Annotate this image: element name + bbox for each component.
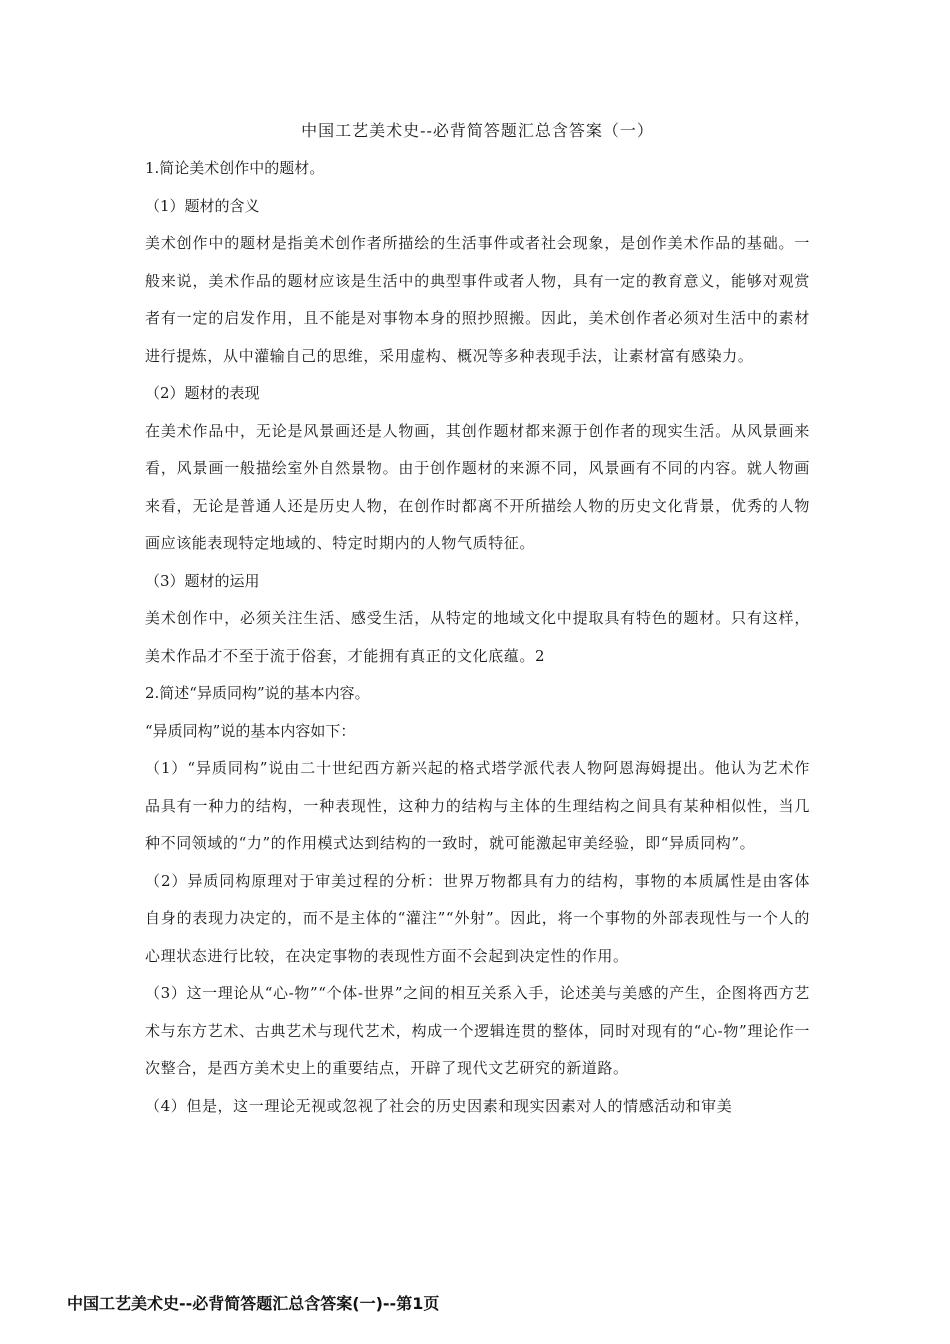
question-2-heading: 2.简述“异质同构”说的基本内容。: [145, 684, 370, 702]
q1-section-2-heading: （2）题材的表现: [145, 384, 260, 402]
q2-point-1: （1）“异质同构”说由二十世纪西方新兴起的格式塔学派代表人物阿恩海姆提出。他认为艺术作品具有一种力的结构，一种表现性，这种力的结构与主体的生理结构之间具有某种相似性，当几种不同领域的“力”的作用模式达到结构的一致时，就可能激起审美经验，即“异质同构”。: [145, 759, 810, 852]
q2-intro: “异质同构”说的基本内容如下：: [145, 721, 356, 740]
q1-section-2-text: 在美术作品中，无论是风景画还是人物画，其创作题材都来源于创作者的现实生活。从风景画来看，风景画一般描绘室外自然景物。由于创作题材的来源不同，风景画有不同的内容。就人物画来看，无论是普通人还是历史人物，在创作时都离不开所描绘人物的历史文化背景，优秀的人物画应该能表现特定地域的、特定时期内的人物气质特征。: [145, 421, 810, 552]
q1-section-3-text: 美术创作中，必须关注生活、感受生活，从特定的地域文化中提取具有特色的题材。只有这样，美术作品才不至于流于俗套，才能拥有真正的文化底蕴。2: [145, 609, 810, 665]
question-1-heading: 1.简论美术创作中的题材。: [145, 159, 325, 177]
page-footer: 中国工艺美术史--必背简答题汇总含答案(一)--第1页: [67, 1294, 440, 1313]
q2-point-3: （3）这一理论从“心-物”“个体-世界”之间的相互关系入手，论述美与美感的产生，企图将西方艺术与东方艺术、古典艺术与现代艺术，构成一个逻辑连贯的整体，同时对现有的“心-物”理论作一次整合，是西方美术史上的重要结点，开辟了现代文艺研究的新道路。: [145, 984, 810, 1077]
q2-point-2: （2）异质同构原理对于审美过程的分析：世界万物都具有力的结构，事物的本质属性是由客体自身的表现力决定的，而不是主体的“灌注”“外射”。因此，将一个事物的外部表现性与一个人的心理状态进行比较，在决定事物的表现性方面不会起到决定性的作用。: [145, 871, 810, 965]
q1-section-1-heading: （1）题材的含义: [145, 196, 260, 215]
q1-section-3-heading: （3）题材的运用: [145, 571, 260, 590]
document-body: [145, 118, 810, 1125]
q1-section-1-text: 美术创作中的题材是指美术创作者所描绘的生活事件或者社会现象，是创作美术作品的基础。一般来说，美术作品的题材应该是生活中的典型事件或者人物，具有一定的教育意义，能够对观赏者有一定的启发作用，且不能是对事物本身的照抄照搬。因此，美术创作者必须对生活中的素材进行提炼，从中灌输自己的思维，采用虚构、概况等多种表现手法，让素材富有感染力。: [145, 234, 810, 365]
document-title: 中国工艺美术史--必背简答题汇总含答案（一）: [301, 121, 654, 140]
q2-point-4: （4）但是，这一理论无视或忽视了社会的历史因素和现实因素对人的情感活动和审美: [145, 1096, 733, 1115]
